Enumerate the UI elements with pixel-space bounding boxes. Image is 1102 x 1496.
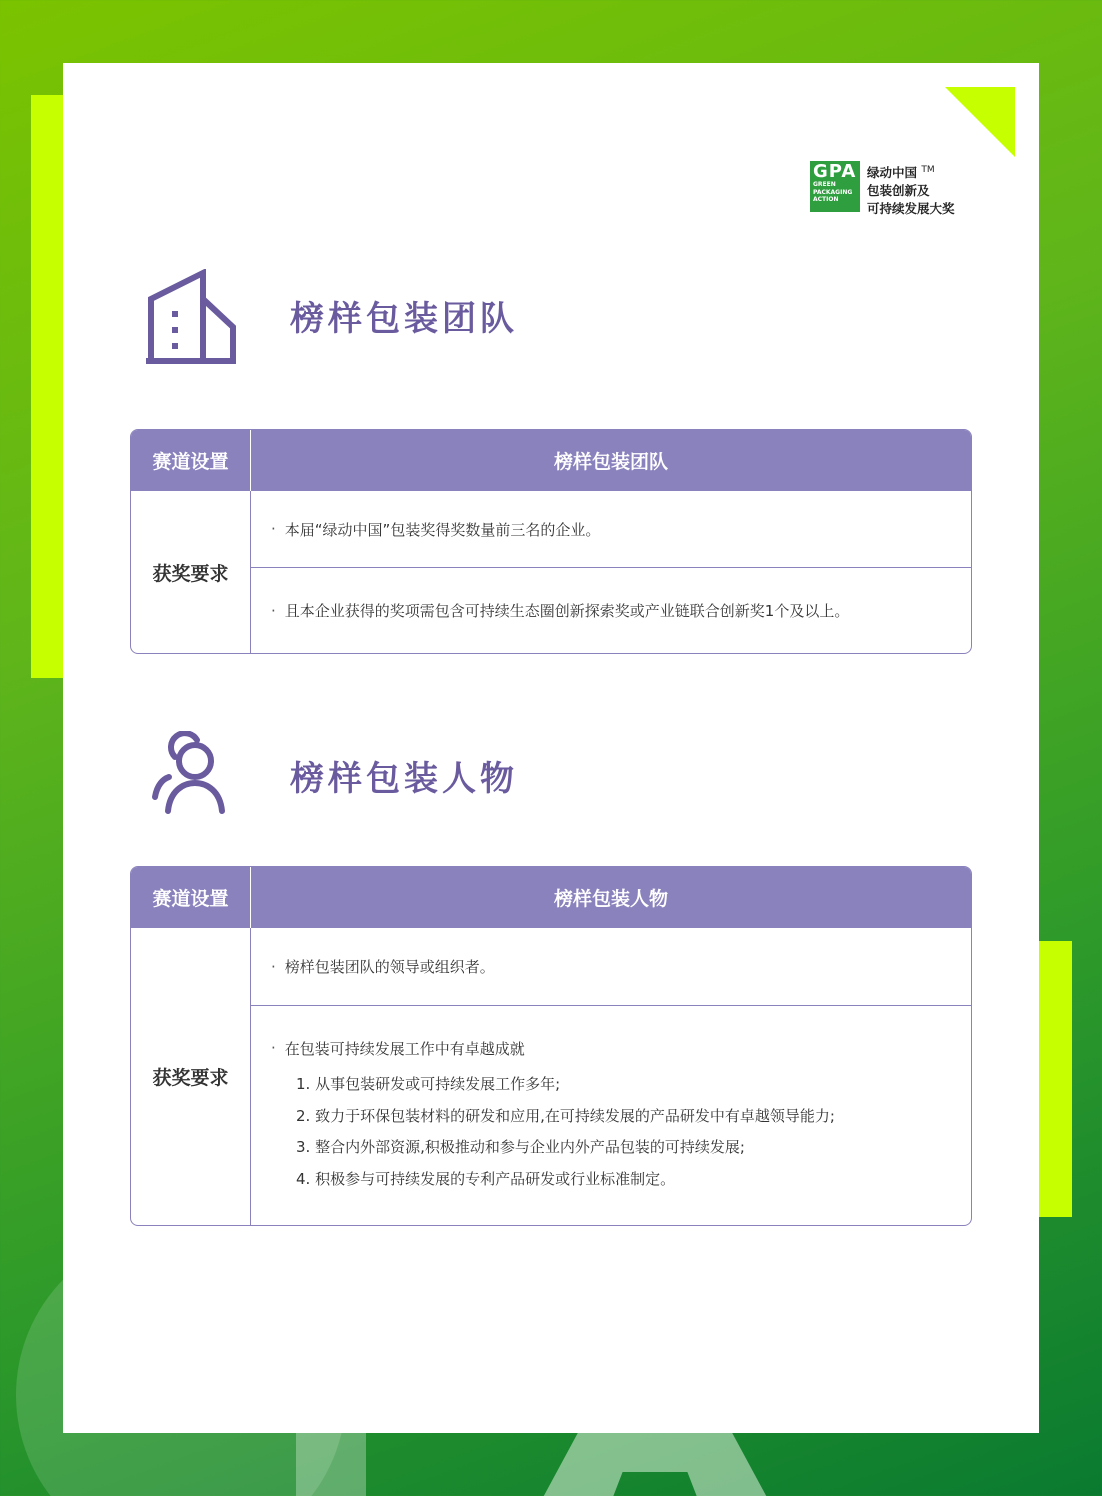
achievement-item: 1. 从事包装研发或可持续发展工作多年; <box>296 1075 561 1094</box>
logo-line-1: 绿动中国 <box>867 165 918 181</box>
requirement-item <box>251 1005 971 1225</box>
requirement-item <box>251 491 971 567</box>
section-title: 榜样包装人物 <box>290 759 518 799</box>
logo-sub-3: ACTION <box>813 196 839 203</box>
achievement-item: 2. 致力于环保包装材料的研发和应用,在可持续发展的产品研发中有卓越领导能力; <box>296 1106 835 1125</box>
logo-tm: TM <box>921 165 935 175</box>
bullet-icon: · <box>271 520 276 538</box>
table-header-category: 榜样包装团队 <box>553 451 668 473</box>
logo-line-3: 可持续发展大奖 <box>867 201 955 217</box>
section-1-icon-wrap <box>143 269 239 365</box>
table-header-category: 榜样包装人物 <box>553 888 668 910</box>
requirement-list <box>251 928 971 1225</box>
page-card <box>63 63 1039 1433</box>
decor-bg-letter <box>296 1430 366 1496</box>
requirement-list <box>251 491 971 653</box>
achievement-list <box>271 1068 835 1194</box>
requirement-text: 本届“绿动中国”包装奖得奖数量前三名的企业。 <box>284 520 601 539</box>
table-header <box>131 867 971 928</box>
gpa-logo <box>810 161 955 218</box>
table-header-track: 赛道设置 <box>131 430 251 491</box>
section-title: 榜样包装团队 <box>290 299 518 339</box>
requirement-text: 且本企业获得的奖项需包含可持续生态圈创新探索奖或产业链联合创新奖1个及以上。 <box>284 602 850 620</box>
decor-bg-letter-a <box>520 1430 790 1496</box>
logo-mark-text: GPA <box>813 161 857 182</box>
logo-line-2: 包装创新及 <box>867 183 930 199</box>
table-header <box>131 430 971 491</box>
bullet-icon: · <box>271 957 276 976</box>
logo-text <box>867 161 955 218</box>
requirement-item <box>251 567 971 653</box>
decor-corner-triangle <box>945 87 1015 157</box>
requirement-text: 榜样包装团队的领导或组织者。 <box>284 958 495 976</box>
achievement-item: 4. 积极参与可持续发展的专利产品研发或行业标准制定。 <box>296 1169 676 1188</box>
requirement-item <box>251 928 971 1005</box>
table-body <box>131 491 971 653</box>
requirement-label: 获奖要求 <box>131 491 251 653</box>
table-header-track: 赛道设置 <box>131 867 251 928</box>
table-body <box>131 928 971 1225</box>
decor-lime-bar-left <box>31 95 65 678</box>
gpa-logo-mark <box>810 161 860 212</box>
people-icon <box>143 731 239 815</box>
building-icon <box>143 269 239 365</box>
award-table-person <box>130 866 972 1226</box>
requirement-text: 在包装可持续发展工作中有卓越成就 <box>284 1039 525 1058</box>
award-table-team <box>130 429 972 654</box>
requirement-label: 获奖要求 <box>131 928 251 1225</box>
logo-sub-1: GREEN <box>813 181 836 188</box>
bullet-icon: · <box>271 601 276 620</box>
achievement-item: 3. 整合内外部资源,积极推动和参与企业内外产品包装的可持续发展; <box>296 1138 745 1157</box>
decor-lime-bar-right <box>1036 941 1072 1217</box>
logo-sub-2: PACKAGING <box>813 188 853 196</box>
bullet-icon: · <box>271 1039 276 1057</box>
section-2-icon-wrap <box>143 731 239 815</box>
